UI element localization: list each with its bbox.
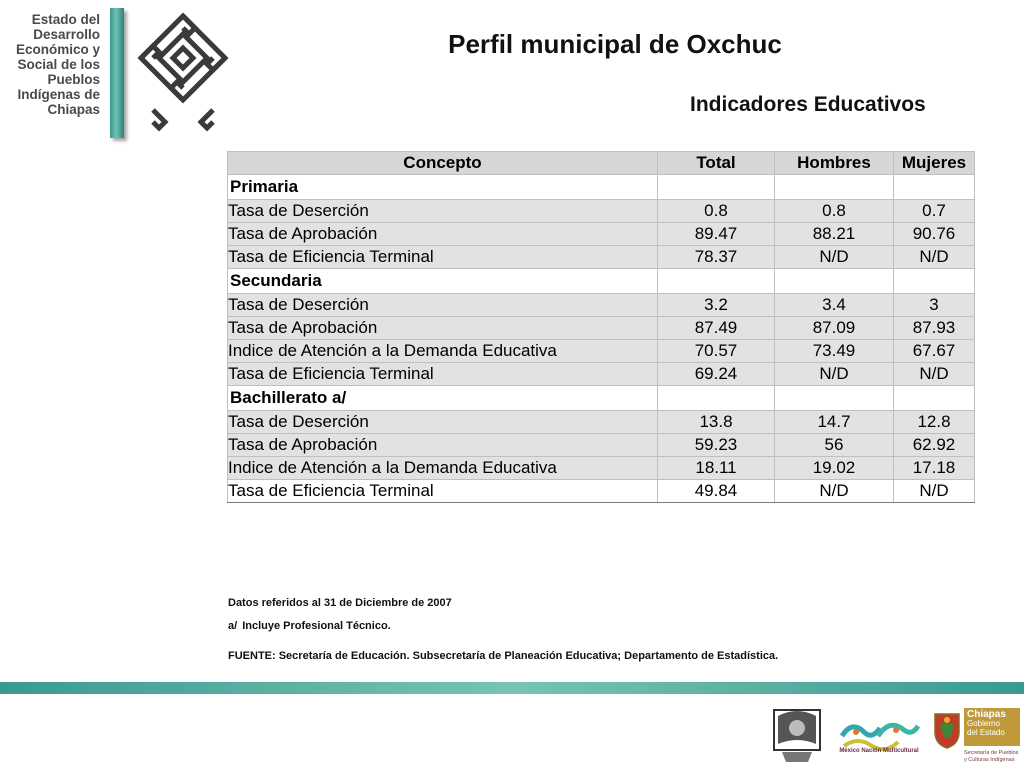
section-row-bachillerato (228, 386, 975, 411)
cell-mujeres: N/D (894, 480, 975, 503)
footer-teal-band (0, 682, 1024, 694)
mexico-nacion-multicultural-logo-icon (838, 706, 920, 766)
section-label: Bachillerato a/ (228, 386, 658, 411)
row-label: Tasa de Eficiencia Terminal (228, 480, 658, 503)
section-row-primaria (228, 175, 975, 200)
cell-total: 87.49 (658, 317, 775, 340)
table-row (228, 363, 975, 386)
cell-hombres: 0.8 (775, 200, 894, 223)
footnote (228, 620, 391, 632)
cell-mujeres: N/D (894, 246, 975, 269)
cell-mujeres: N/D (894, 363, 975, 386)
table-row (228, 411, 975, 434)
cell-mujeres: 87.93 (894, 317, 975, 340)
column-header-concepto: Concepto (228, 152, 658, 175)
row-label: Tasa de Aprobación (228, 317, 658, 340)
table-row (228, 294, 975, 317)
table-row (228, 200, 975, 223)
cell-hombres: 3.4 (775, 294, 894, 317)
mnm-caption: México Nación Multicultural (839, 748, 919, 754)
table-row (228, 434, 975, 457)
column-header-mujeres: Mujeres (894, 152, 975, 175)
indicators-table (227, 151, 975, 503)
footnote-text: Incluye Profesional Técnico. (242, 620, 391, 632)
table-row (228, 457, 975, 480)
row-label: Tasa de Aprobación (228, 434, 658, 457)
chiapas-box-line2: Gobierno (967, 719, 1000, 728)
cell-total: 13.8 (658, 411, 775, 434)
header-accent-bar (110, 8, 124, 138)
cell-mujeres: 3 (894, 294, 975, 317)
row-label: Tasa de Deserción (228, 200, 658, 223)
cell-hombres: 19.02 (775, 457, 894, 480)
section-row-secundaria (228, 269, 975, 294)
section-label: Secundaria (228, 269, 658, 294)
row-label: Indice de Atención a la Demanda Educativa (228, 457, 658, 480)
cell-mujeres: 17.18 (894, 457, 975, 480)
column-header-hombres: Hombres (775, 152, 894, 175)
footnote-tag: a/ (228, 620, 238, 632)
column-header-total: Total (658, 152, 775, 175)
footer-logos (760, 704, 1024, 768)
table-row (228, 223, 975, 246)
section-label: Primaria (228, 175, 658, 200)
table-row (228, 480, 975, 503)
cell-mujeres: 90.76 (894, 223, 975, 246)
chiapas-government-logo (964, 708, 1020, 746)
page-title: Perfil municipal de Oxchuc (448, 29, 782, 59)
date-note: Datos referidos al 31 de Diciembre de 2007 (228, 597, 452, 609)
table-row (228, 340, 975, 363)
row-label: Tasa de Deserción (228, 411, 658, 434)
cell-total: 70.57 (658, 340, 775, 363)
organization-name: Estado del Desarrollo Económico y Social de los Pueblos Indígenas de Chiapas (15, 12, 100, 117)
table-header-row (228, 152, 975, 175)
cell-total: 49.84 (658, 480, 775, 503)
source-note: FUENTE: Secretaría de Educación. Subsecretaría de Planeación Educativa; Departamento de Estadística. (228, 650, 779, 662)
cell-hombres: N/D (775, 480, 894, 503)
cell-hombres: 14.7 (775, 411, 894, 434)
row-label: Tasa de Deserción (228, 294, 658, 317)
chiapas-box-line3: del Estado (967, 728, 1005, 737)
cell-total: 18.11 (658, 457, 775, 480)
cell-mujeres: 0.7 (894, 200, 975, 223)
cell-total: 3.2 (658, 294, 775, 317)
cell-total: 89.47 (658, 223, 775, 246)
cell-hombres: 88.21 (775, 223, 894, 246)
cell-total: 69.24 (658, 363, 775, 386)
cell-total: 59.23 (658, 434, 775, 457)
cell-total: 78.37 (658, 246, 775, 269)
chiapas-caption: Secretaría de Pueblos y Culturas Indígenas (964, 750, 1019, 763)
chiapas-shield-logo-icon (932, 710, 962, 750)
cell-hombres: 87.09 (775, 317, 894, 340)
cell-hombres: N/D (775, 363, 894, 386)
page-subtitle: Indicadores Educativos (690, 93, 926, 116)
cell-mujeres: 67.67 (894, 340, 975, 363)
row-label: Tasa de Eficiencia Terminal (228, 363, 658, 386)
cell-hombres: N/D (775, 246, 894, 269)
row-label: Tasa de Eficiencia Terminal (228, 246, 658, 269)
cell-mujeres: 62.92 (894, 434, 975, 457)
cell-hombres: 56 (775, 434, 894, 457)
row-label: Tasa de Aprobación (228, 223, 658, 246)
table-row (228, 246, 975, 269)
indigenous-fret-logo-icon (133, 8, 233, 133)
cell-total: 0.8 (658, 200, 775, 223)
row-label: Indice de Atención a la Demanda Educativa (228, 340, 658, 363)
chiapas-box-title: Chiapas (967, 709, 1006, 720)
cell-mujeres: 12.8 (894, 411, 975, 434)
table-row (228, 317, 975, 340)
unam-crest-logo-icon (768, 706, 826, 766)
cell-hombres: 73.49 (775, 340, 894, 363)
